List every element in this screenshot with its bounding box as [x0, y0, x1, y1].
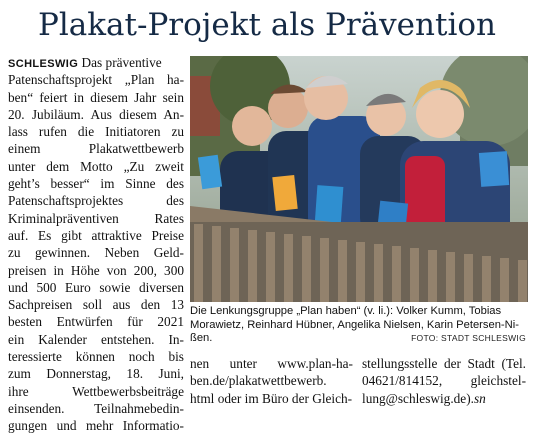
author-signature: sn	[473, 390, 486, 406]
group-photo	[190, 56, 528, 302]
body-line	[362, 390, 526, 407]
article-headline: Plakat-Projekt als Prävention	[38, 7, 496, 43]
body-line: ein Kalender entstehen. In-	[8, 331, 184, 347]
body-line: ihre Wettbewerbsbeiträge	[8, 383, 184, 399]
body-line: zu gewinnen. Neben Geld-	[8, 245, 184, 261]
body-line: Kriminalpräventiven Rates	[8, 210, 184, 226]
body-line: ben.de/plakatwettbewerb.	[190, 373, 327, 389]
body-line: einem Plakatwettbewerb	[8, 141, 184, 157]
article-body-left-column	[8, 54, 184, 435]
body-line: preisen in Höhe von 200, 300	[8, 262, 184, 278]
body-line: teressierte können noch bis	[8, 349, 184, 365]
body-line-text: lung@schleswig.de).	[362, 390, 474, 406]
body-line: 20. Jubiläum. Aus diesem An-	[8, 106, 184, 122]
body-line: unter dem Motto „Zu zweit	[8, 158, 184, 174]
body-line: nen unter www.plan-ha-	[190, 356, 353, 371]
body-line: besten Entwürfen für 2021	[8, 314, 184, 330]
caption-line: Morawietz, Reinhard Hübner, Angelika Nielsen, Karin Petersen-Ni-	[190, 318, 519, 331]
body-line: Sachpreisen soll aus den 13	[8, 297, 184, 313]
body-line: html oder im Büro der Gleich-	[190, 390, 353, 406]
body-line: Patenschaftsprojekt „Plan ha-	[8, 72, 184, 88]
body-line: einsenden. Teilnahmebedin-	[8, 400, 184, 416]
body-line: Patenschaftsprojektes des	[8, 193, 184, 209]
body-line: auf. Es gibt attraktive Preise	[8, 227, 184, 243]
body-line: lass rufen die Initiatoren zu	[8, 124, 184, 140]
caption-line: Die Lenkungsgruppe „Plan haben“ (v. li.): Volker Kumm, Tobias	[190, 305, 502, 317]
body-line: und 500 Euro sowie diversen	[8, 279, 184, 295]
body-line: gungen und mehr Informatio-	[8, 418, 184, 434]
photo-credit: FOTO: STADT SCHLESWIG	[407, 333, 526, 343]
body-line: 04621/814152, gleichstel-	[362, 373, 526, 389]
body-line: zum Donnerstag, 18. Juni,	[8, 366, 184, 382]
article-body-right-column	[362, 355, 526, 407]
body-line: stellungsstelle der Stadt (Tel.	[362, 356, 526, 371]
body-line: geht’s besser“ im Sinne des	[8, 176, 184, 192]
article-body-middle-column	[190, 355, 353, 407]
body-line: ben“ feiert in diesem Jahr sein	[8, 89, 184, 105]
body-line-text: Das präventive	[78, 55, 162, 70]
body-line	[8, 54, 184, 71]
caption-line: ßen.	[190, 332, 213, 345]
dateline: SCHLESWIG	[8, 58, 79, 70]
